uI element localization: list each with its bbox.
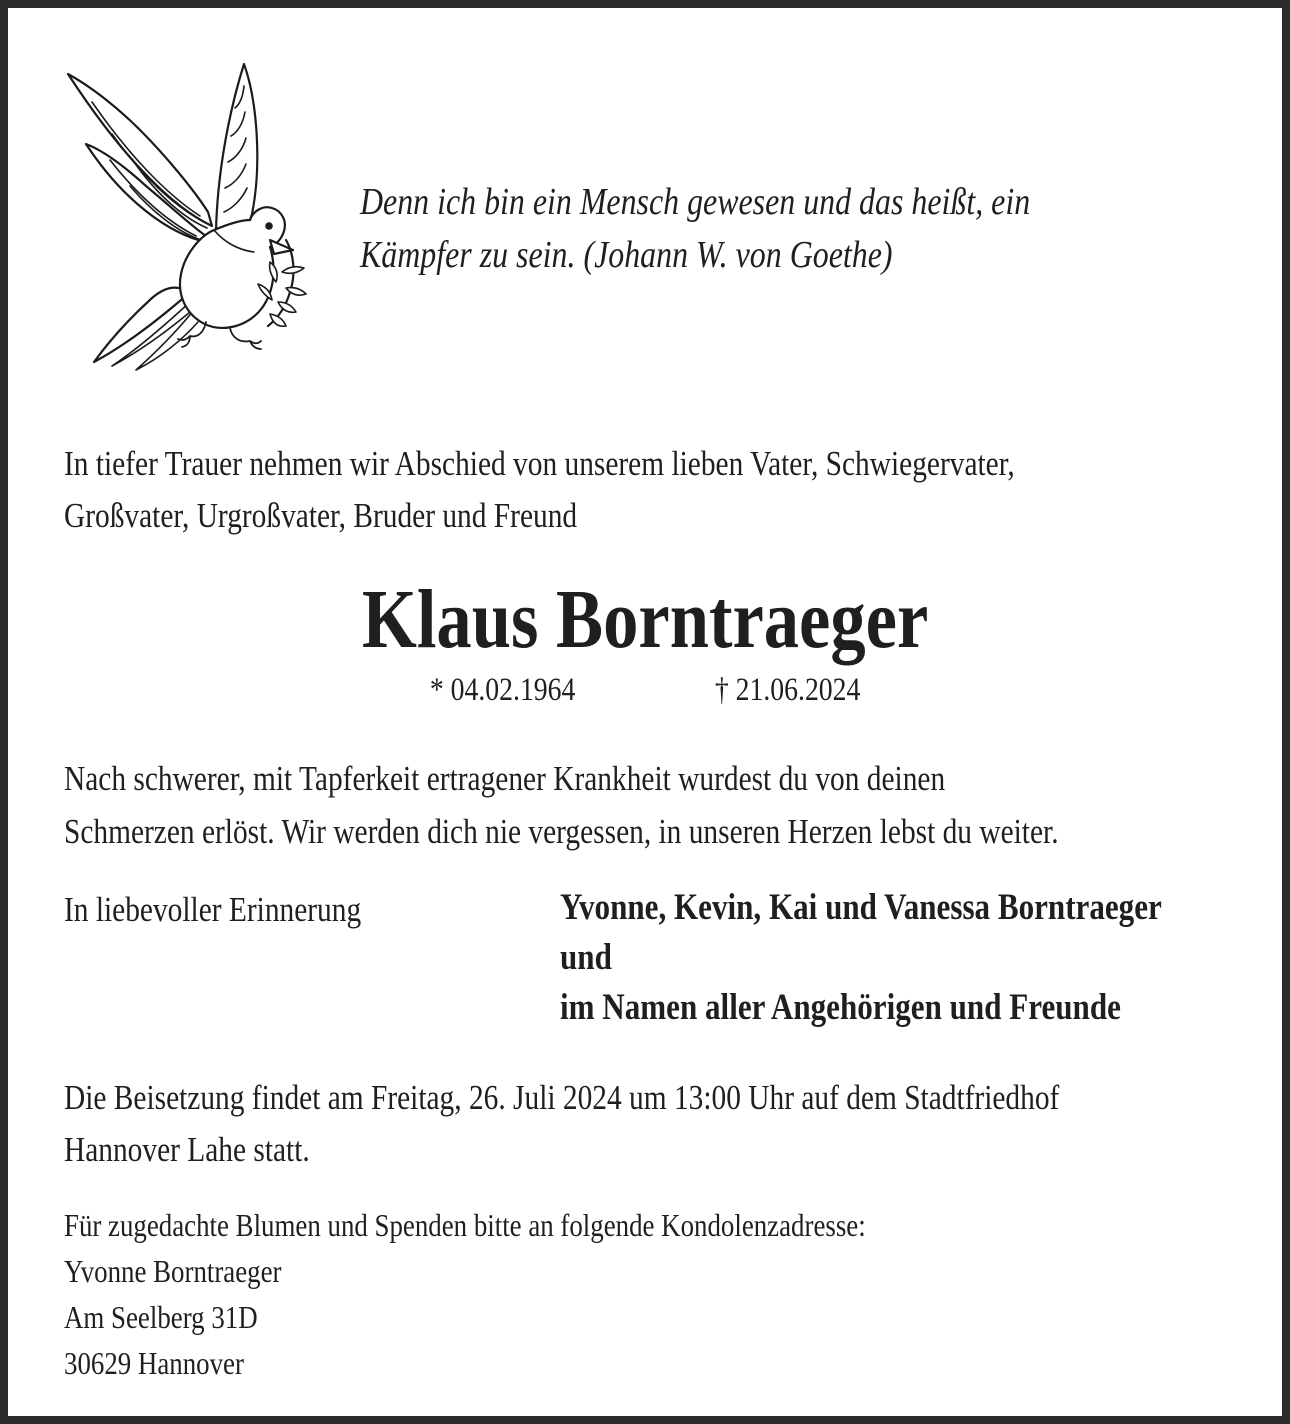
birth-date: * 04.02.1964 bbox=[429, 672, 576, 708]
farewell-line-2: Schmerzen erlöst. Wir werden dich nie vergessen, in unseren Herzen lebst du weiter. bbox=[64, 812, 1059, 851]
condolence-intro: Für zugedachte Blumen und Spenden bitte an folgende Kondolenzadresse: bbox=[64, 1207, 866, 1243]
farewell-line-1: Nach schwerer, mit Tapferkeit ertragener Krankheit wurdest du von deinen bbox=[64, 759, 946, 798]
intro-paragraph bbox=[64, 438, 1196, 542]
mourners-list bbox=[560, 883, 1276, 1033]
mourners-line-3: im Namen aller Angehörigen und Freunde bbox=[560, 987, 1121, 1028]
death-date: † 21.06.2024 bbox=[714, 672, 861, 708]
intro-line-2: Großvater, Urgroßvater, Bruder und Freund bbox=[64, 496, 578, 535]
life-dates bbox=[8, 670, 1282, 710]
epigraph-quote bbox=[360, 176, 1158, 282]
deceased-name: Klaus Borntraeger bbox=[361, 573, 929, 666]
quote-line-2: Kämpfer zu sein. (Johann W. von Goethe) bbox=[360, 234, 893, 276]
burial-line-1: Die Beisetzung findet am Freitag, 26. Juli 2024 um 13:00 Uhr auf dem Stadtfriedhof bbox=[64, 1078, 1060, 1117]
mourners-line-2: und bbox=[560, 937, 612, 978]
condolence-address bbox=[64, 1202, 1018, 1386]
quote-line-1: Denn ich bin ein Mensch gewesen und das heißt, ein bbox=[360, 181, 1031, 223]
mourners-line-1: Yvonne, Kevin, Kai und Vanessa Borntraeger bbox=[560, 887, 1162, 928]
burial-line-2: Hannover Lahe statt. bbox=[64, 1130, 310, 1169]
condolence-street: Am Seelberg 31D bbox=[64, 1299, 258, 1335]
condolence-city: 30629 Hannover bbox=[64, 1345, 244, 1381]
farewell-paragraph bbox=[64, 752, 1248, 858]
memory-label: In liebevoller Erinnerung bbox=[64, 890, 362, 929]
condolence-name: Yvonne Borntraeger bbox=[64, 1253, 282, 1289]
burial-info bbox=[64, 1072, 1249, 1176]
intro-line-1: In tiefer Trauer nehmen wir Abschied von unserem lieben Vater, Schwiegervater, bbox=[64, 444, 1015, 483]
dove-olive-branch-icon bbox=[54, 44, 354, 389]
